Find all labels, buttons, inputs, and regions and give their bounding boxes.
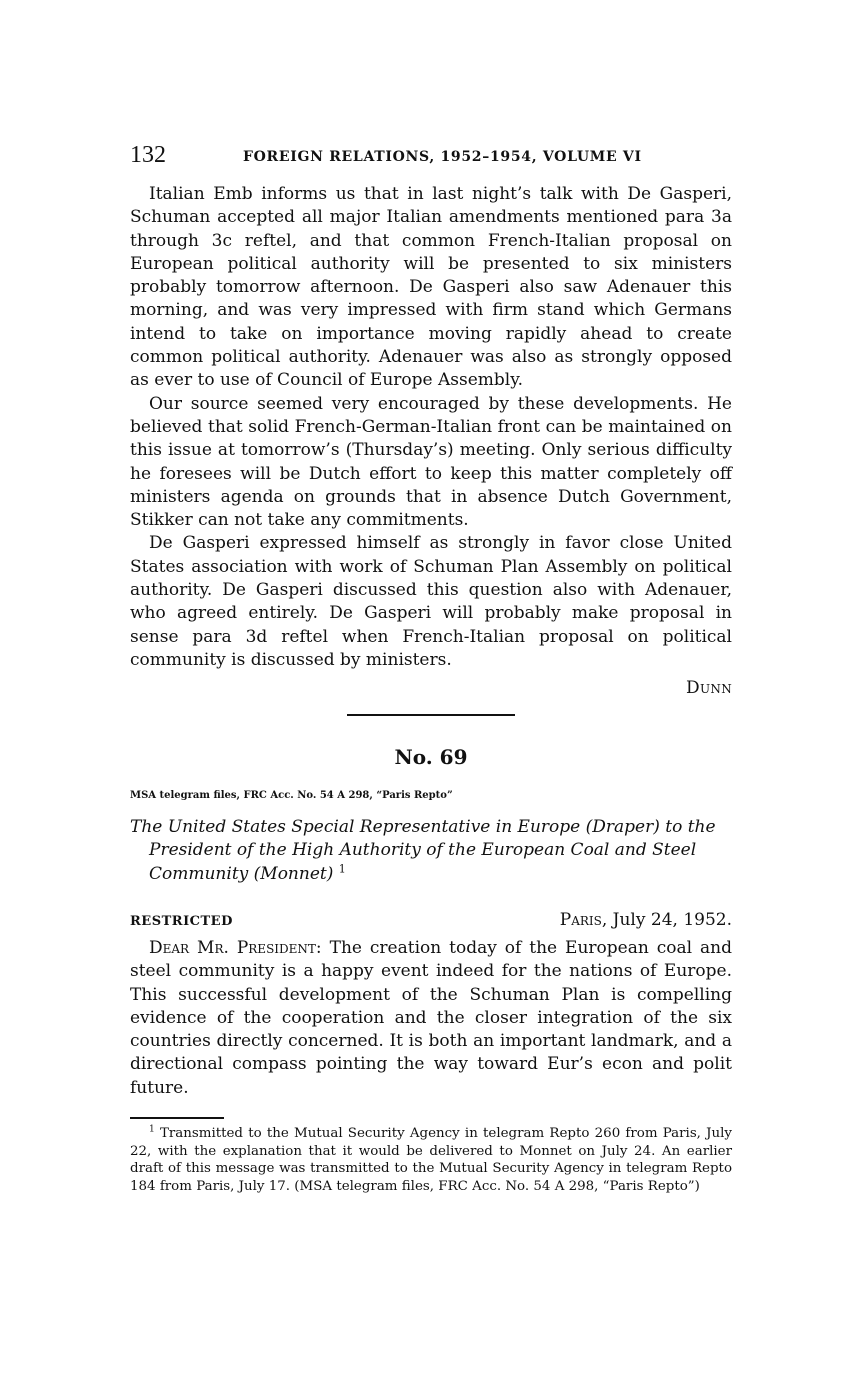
source-note: MSA telegram files, FRC Acc. No. 54 A 298, “Paris Repto”: [130, 790, 453, 801]
classification-label: RESTRICTED: [130, 914, 233, 929]
document-title: [130, 816, 732, 886]
place-date: [560, 908, 732, 932]
page-header: [130, 140, 732, 170]
footnote-reference: 1: [338, 861, 346, 875]
salutation: Dear Mr. President:: [149, 938, 322, 958]
footnote-marker: 1: [149, 1124, 155, 1135]
previous-document-body: [130, 183, 732, 672]
dateline: [130, 908, 732, 932]
section-divider: [347, 714, 515, 716]
footnote: [130, 1125, 732, 1196]
paragraph: Italian Emb informs us that in last night’s talk with De Gasperi, Schuman accepted all major Italian amendments mentioned para 3a through 3c reftel, and that common French-Italian proposal on European political authority will be presented to six ministers probably tomorrow afternoon. De Gasperi also saw Adenauer this morning, and was very impressed with firm stand which Germans intend to take on importance moving rapidly ahead to create common political authority. Adenauer was also as strongly opposed as ever to use of Council of Europe Assembly.: [130, 184, 732, 391]
letter-paragraph: [130, 937, 732, 1100]
date: July 24, 1952.: [612, 910, 732, 930]
document-number: No. 69: [394, 745, 468, 769]
letter-text: The creation today of the European coal and steel community is a happy event indeed for the nations of Europe. This successful development of the Schuman Plan is compelling evidence of the cooperation and the closer integration of the six countries directly concerned. It is both an important landmark, and a directional compass pointing the way toward Eur’s econ and polit future.: [130, 938, 732, 1098]
place: Paris,: [559, 910, 608, 930]
signature: Dunn: [686, 678, 732, 698]
footnote-divider: [130, 1117, 224, 1119]
paragraph: De Gasperi expressed himself as strongly in favor close United States association with work of Schuman Plan Assembly on political authority. De Gasperi discussed this question also with Adenauer, who agreed entirely. De Gasperi will probably make proposal in sense para 3d reftel when French-Italian proposal on political community is discussed by ministers.: [130, 533, 732, 670]
document-title-text: The United States Special Representative in Europe (Draper) to the President of the High Authority of the European Coal and Steel Community (Monnet): [130, 817, 716, 884]
footnote-text: Transmitted to the Mutual Security Agency in telegram Repto 260 from Paris, July 22, with the explanation that it would be delivered to Monnet on July 24. An earlier draft of this message was transmitted to the Mutual Security Agency in telegram Repto 184 from Paris, July 17. (MSA telegram files, FRC Acc. No. 54 A 298, “Paris Repto”): [130, 1126, 732, 1195]
running-head: FOREIGN RELATIONS, 1952–1954, VOLUME VI: [243, 149, 642, 165]
paragraph: Our source seemed very encouraged by these developments. He believed that solid French-German-Italian front can be maintained on this issue at tomorrow’s (Thursday’s) meeting. Only serious difficulty he foresees will be Dutch effort to keep this matter completely off ministers agenda on grounds that in absence Dutch Government, Stikker can not take any commitments.: [130, 393, 732, 531]
page-number: 132: [130, 142, 166, 168]
letter-body: [130, 937, 732, 1100]
